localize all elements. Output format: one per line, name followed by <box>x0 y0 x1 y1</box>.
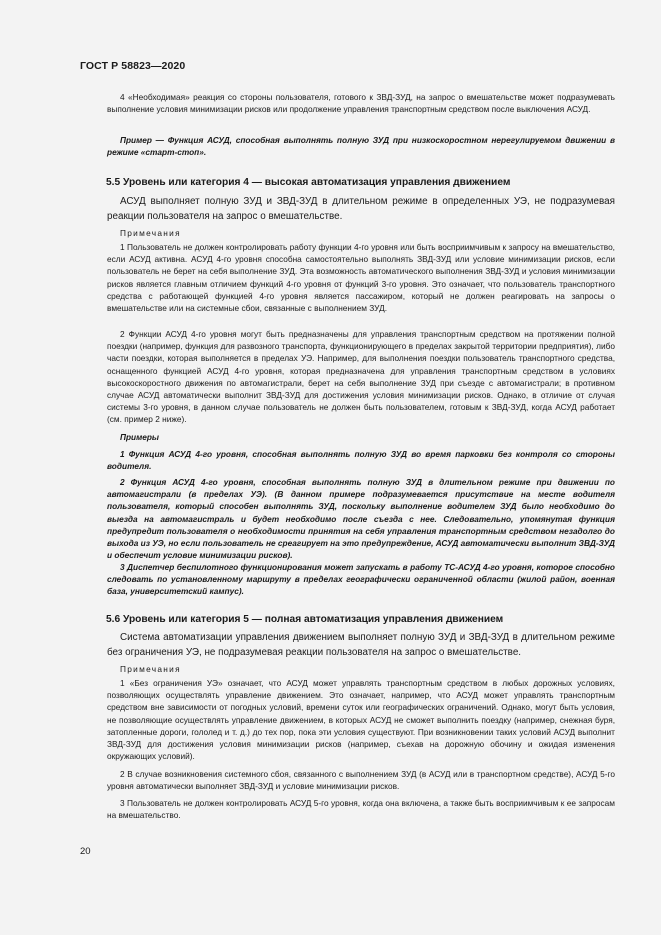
examples-title: Примеры <box>120 432 160 442</box>
note-paragraph: 3 Пользователь не должен контролировать АСУД 5-го уровня, когда она включена, а также быть восприимчивым к ее запросам на вмешательство. <box>107 798 615 821</box>
section-5-5-heading-block <box>107 176 615 190</box>
page-number: 20 <box>80 846 91 857</box>
example-paragraph: 1 Функция АСУД 4-го уровня, способная выполнять полную ЗУД во время парковки без контроля со стороны водителя. <box>107 449 615 472</box>
example-paragraph: Пример — Функция АСУД, способная выполнять полную ЗУД при низкоскоростном нерегулируемом движении в режиме «старт-стоп». <box>107 135 615 158</box>
section-5-6-note-1 <box>107 677 615 762</box>
example-paragraph: 3 Диспетчер беспилотного функционирования может запускать в работу ТС-АСУД 4-го уровня, которое способно следовать по установленному маршруту в пределах географически ограниченной области (жилой район, военная база, университетский кампус). <box>107 562 615 597</box>
intro-note-4 <box>107 91 615 115</box>
section-5-5-note-2 <box>107 328 615 426</box>
section-body: АСУД выполняет полную ЗУД и ЗВД-ЗУД в длительном режиме в определенных УЭ, не подразумевая реакции пользователя на запрос о вмешательстве. <box>107 196 615 222</box>
section-5-5-notes-title-block <box>107 228 615 238</box>
intro-example <box>107 134 615 158</box>
section-body: Система автоматизации управления движением выполняет полную ЗУД и ЗВД-ЗУД в длительном режиме без ограничения УЭ, не подразумевая реакции пользователя на запрос о вмешательстве. <box>107 632 615 658</box>
section-5-6-heading-block <box>107 613 615 627</box>
note-paragraph: 2 В случае возникновения системного сбоя, связанного с выполнением ЗУД (в АСУД или в транспортном средстве), АСУД 5-го уровня автоматически выполняет ЗВД-ЗУД и условие минимизации рисков. <box>107 769 615 792</box>
section-5-5-example-2 <box>107 476 615 561</box>
section-5-6-body-block <box>107 630 615 660</box>
section-heading: 5.6 Уровень или категория 5 — полная автоматизация управления движением <box>106 614 504 625</box>
notes-title: Примечания <box>120 228 181 238</box>
note-paragraph: 4 «Необходимая» реакция со стороны пользователя, готового к ЗВД-ЗУД, на запрос о вмешательстве может подразумевать выполнение условия минимизации рисков или продолжение управления транспортным средством после выключения АСУД. <box>107 92 615 115</box>
section-5-5-example-1 <box>107 448 615 472</box>
section-5-5-note-1 <box>107 241 615 314</box>
note-paragraph: 1 «Без ограничения УЭ» означает, что АСУД может управлять транспортным средством в любых дорожных условиях, позволяющих осуществлять управление движением. Это означает, например, что АСУД может управлять транспортным средством вне зависимости от погодных условий, времени суток или географических ограничений. Однако, могут быть условия, не позволяющие осуществлять управление движением, в которых АСУД не сможет выполнить поездку (например, снежная буря, затопленные дороги, гололед и т. д.) до тех пор, пока эти условия существуют. При возникновении таких условий АСУД выполнит ЗВД-ЗУД для достижения условия минимизации рисков (например, съехав на дорожную обочину и ожидая изменения окружающих условий). <box>107 678 615 762</box>
section-5-6-note-2 <box>107 768 615 792</box>
section-5-5-examples-title-block <box>107 431 615 443</box>
note-paragraph: 2 Функции АСУД 4-го уровня могут быть предназначены для управления транспортным средством на протяжении полной поездки (например, функция для развозного транспорта, функционирующего в пределах закрытой территории предприятия), либо части поездки, которая выполняется в пределах УЭ. Например, для выполнения поездки пользователь транспортного средства, оснащенного функцией АСУД 4-го уровня, которая предназначена для управления транспортным средством в условиях высокоскоростного движения по автомагистрали, берет на себя выполнение ЗУД при съезде с автомагистрали; в противном случае АСУД автоматически выполнит ЗВД-ЗУД для достижения условия минимизации рисков. Однако, в отличие от случая системы 3-го уровня, в данном случае пользователь не должен быть пользователем, готовым к ЗВД-ЗУД, когда АСУД работает (см. пример 2 ниже). <box>107 329 615 425</box>
notes-title: Примечания <box>120 664 181 674</box>
section-5-5-body-block <box>107 194 615 224</box>
note-paragraph: 1 Пользователь не должен контролировать работу функции 4-го уровня или быть восприимчивым к запросу на вмешательство, если АСУД активна. АСУД 4-го уровня способна самостоятельно выполнять ЗВД-ЗУД или условие минимизации рисков, если пользователь не берет на себя выполнение ЗУД. Эта возможность автоматического выполнения ЗВД-ЗУД и условия минимизации рисков является главным отличием функций 4-го уровня от функций 3-го уровня. Это означает, что пользователь транспортного средства с работающей функцией 4-го уровня является пассажиром, который не должен реагировать на запросы о вмешательстве или на системные сбои, связанные с выполнением ЗУД. <box>107 242 615 314</box>
section-5-5-example-3 <box>107 561 615 598</box>
section-5-6-note-3 <box>107 797 615 821</box>
section-heading: 5.5 Уровень или категория 4 — высокая автоматизация управления движением <box>106 177 511 188</box>
document-header: ГОСТ Р 58823—2020 <box>80 60 186 72</box>
section-5-6-notes-title-block <box>107 664 615 674</box>
example-paragraph: 2 Функция АСУД 4-го уровня, способная выполнять полную ЗУД в длительном режиме при движении по автомагистрали (в пределах УЭ). (В данном примере подразумевается присутствие на месте водителя пользователя, который способен выполнять ЗУД, поскольку выполнение водителем ЗУД было необходимо до выезда на автомагистраль и будет необходимо после съезда с нее. Следовательно, упомянутая функция предупредит пользователя о необходимости принятия на себя управления транспортным средством незадолго до выхода из УЭ, но если пользователь не среагирует на это предупреждение, АСУД автоматически выполнит ЗВД-ЗУД и обеспечит условие минимизации рисков). <box>107 477 615 561</box>
